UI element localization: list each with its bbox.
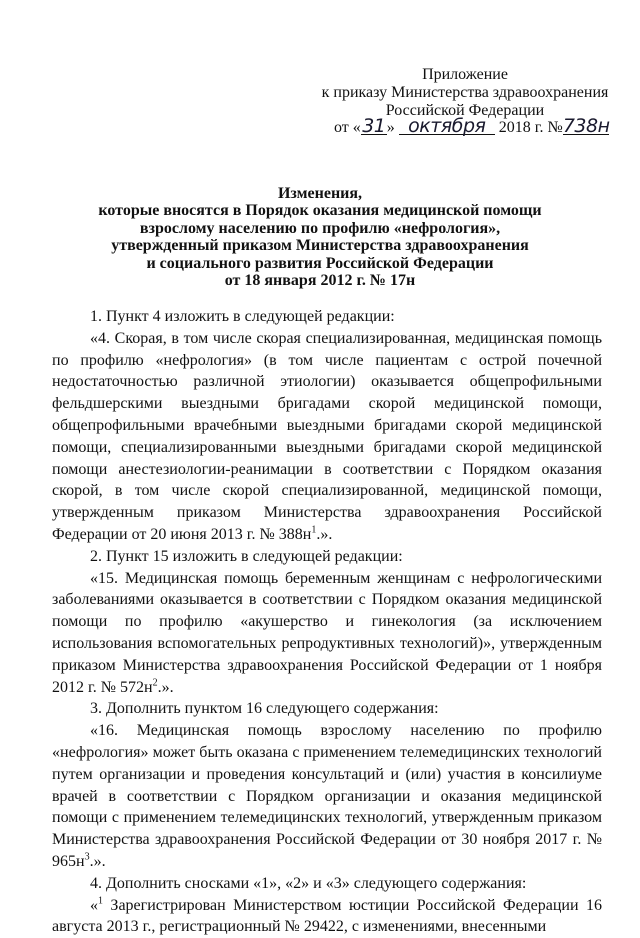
footnote-ref: 3	[84, 851, 90, 863]
order-year: 2018 г. №	[494, 119, 563, 136]
title-line: взрослому населению по профилю «нефрология»,	[139, 219, 501, 237]
paragraph: 2. Пункт 15 изложить в следующей редакции:	[90, 547, 403, 565]
ministry-country: Российской Федерации	[385, 102, 545, 119]
footnote-marker: 1	[98, 895, 103, 907]
appendix-label: Приложение	[422, 66, 508, 83]
paragraph: «4. Скорая, в том числе скорая специализированная, медицинская помощь по профилю «нефрология» (в том числе пациентам с острой почечной недостаточностью различной этиологии) оказывается общепрофильными фельдшерскими выездными бригадами скорой медицинской помощи, общепрофильными врачебными выездными бригадами скорой медицинской помощи, специализированными выездными бригадами скорой медицинской помощи анестезиологии-реанимации в соответствии с Порядком оказания скорой, в том числе скорой специализированной, медицинской помощи, утвержденным приказом Министерства здравоохранения Российской Федерации от 20 июня 2013 г. № $388н^1$.».	[52, 329, 602, 543]
date-prefix: от «	[334, 119, 361, 136]
order-day: 31	[362, 115, 386, 137]
title-line: Изменения,	[277, 185, 363, 202]
order-month: октября	[399, 118, 495, 135]
order-number: 738н	[562, 115, 610, 137]
footnote-ref: 2	[152, 677, 158, 689]
paragraph: «16. Медицинская помощь взрослому населению по профилю «нефрология» может быть оказана с применением телемедицинских технологий путем организации и проведения консультаций и (или) участия в консилиуме врачей в соответствии с Порядком организации и оказания медицинской помощи с применением телемедицинских технологий, утвержденным приказом Министерства здравоохранения Российской Федерации от 30 ноября 2017 г. № $965н^3$.».	[52, 722, 602, 870]
paragraph: 4. Дополнить сносками «1», «2» и «3» следующего содержания:	[90, 874, 527, 892]
document-body	[52, 306, 602, 938]
paragraph: 3. Дополнить пунктом 16 следующего содержания:	[90, 700, 439, 718]
footnote-ref: 1	[311, 524, 317, 536]
title-line: утвержденный приказом Министерства здравоохранения	[111, 237, 529, 255]
order-date-line	[334, 115, 610, 137]
title-line: и социального развития Российской Федерации	[146, 254, 494, 272]
document-title	[40, 185, 600, 289]
paragraph: 1. Пункт 4 изложить в следующей редакции:	[90, 308, 395, 325]
order-reference: к приказу Министерства здравоохранения	[321, 84, 609, 101]
paragraph: «$^1$ Зарегистрирован Министерством юстиции Российской Федерации 16 августа 2013 г., регистрационный № 29422, с изменениями, внесенными	[52, 895, 602, 936]
appendix-header	[320, 66, 610, 120]
title-line: от 18 января 2012 г. № 17н	[224, 272, 416, 290]
date-mid: »	[386, 119, 399, 136]
title-line: которые вносятся в Порядок оказания медицинской помощи	[98, 202, 542, 220]
paragraph: «15. Медицинская помощь беременным женщинам с нефрологическими заболеваниями оказывается в соответствии с Порядком оказания медицинской помощи по профилю «акушерство и гинекология (за исключением использования вспомогательных репродуктивных технологий)», утвержденным приказом Министерства здравоохранения Российской Федерации от 1 ноября 2012 г. № $572н^2$.».	[52, 569, 602, 696]
